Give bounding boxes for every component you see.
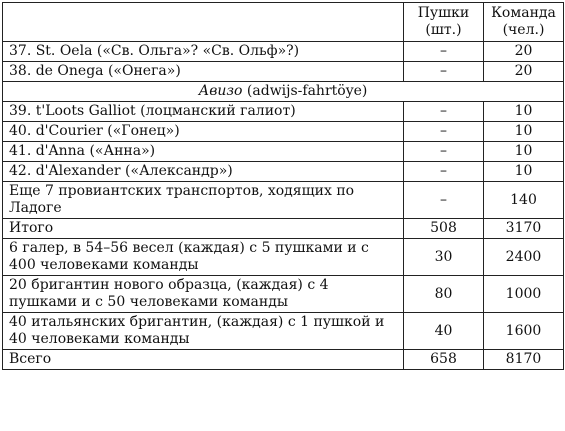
row-guns: – — [404, 162, 484, 182]
table-row — [3, 276, 564, 313]
row-crew: 3170 — [484, 219, 564, 239]
fleet-table — [2, 2, 564, 370]
row-guns: – — [404, 122, 484, 142]
row-name: 42. d'Alexander («Александр») — [3, 162, 404, 182]
row-guns: 40 — [404, 313, 484, 350]
row-guns: 658 — [404, 350, 484, 370]
section-row — [3, 82, 564, 102]
table-row — [3, 42, 564, 62]
row-crew: 1600 — [484, 313, 564, 350]
row-name: Всего — [3, 350, 404, 370]
row-crew: 10 — [484, 142, 564, 162]
row-guns: 508 — [404, 219, 484, 239]
row-crew: 140 — [484, 182, 564, 219]
header-row — [3, 3, 564, 42]
table-row — [3, 182, 564, 219]
table-row — [3, 62, 564, 82]
row-name: 41. d'Anna («Анна») — [3, 142, 404, 162]
row-name: Итого — [3, 219, 404, 239]
section-title-rest: (adwijs-fahrtöye) — [242, 83, 368, 99]
row-crew: 20 — [484, 62, 564, 82]
row-name: Еще 7 провиантских транспортов, ходящих по Ладоге — [3, 182, 404, 219]
table-row — [3, 162, 564, 182]
row-name: 40 итальянских бригантин, (каждая) с 1 пушкой и 40 человеками команды — [3, 313, 404, 350]
row-name: 39. t'Loots Galliot (лоцманский галиот) — [3, 102, 404, 122]
row-crew: 10 — [484, 122, 564, 142]
row-crew: 10 — [484, 102, 564, 122]
table-row — [3, 142, 564, 162]
table-row — [3, 102, 564, 122]
row-crew: 10 — [484, 162, 564, 182]
row-crew: 20 — [484, 42, 564, 62]
row-name: 37. St. Oela («Св. Ольга»? «Св. Ольф»?) — [3, 42, 404, 62]
subtotal-row — [3, 219, 564, 239]
header-name — [3, 3, 404, 42]
row-guns: – — [404, 182, 484, 219]
row-name: 20 бригантин нового образца, (каждая) с 4 пушками и с 50 человеками команды — [3, 276, 404, 313]
row-crew: 2400 — [484, 239, 564, 276]
header-guns: Пушки (шт.) — [404, 3, 484, 42]
row-guns: 80 — [404, 276, 484, 313]
row-guns: – — [404, 62, 484, 82]
row-guns: – — [404, 142, 484, 162]
row-name: 40. d'Courier («Гонец») — [3, 122, 404, 142]
row-name: 6 галер, в 54–56 весел (каждая) с 5 пушками и с 400 человеками команды — [3, 239, 404, 276]
row-guns: 30 — [404, 239, 484, 276]
section-title-italic: Авизо — [198, 83, 243, 99]
row-guns: – — [404, 102, 484, 122]
row-guns: – — [404, 42, 484, 62]
table-row — [3, 239, 564, 276]
row-crew: 8170 — [484, 350, 564, 370]
table-row — [3, 122, 564, 142]
total-row — [3, 350, 564, 370]
table-row — [3, 313, 564, 350]
header-crew: Команда (чел.) — [484, 3, 564, 42]
row-name: 38. de Onega («Онега») — [3, 62, 404, 82]
row-crew: 1000 — [484, 276, 564, 313]
section-title — [3, 82, 564, 102]
